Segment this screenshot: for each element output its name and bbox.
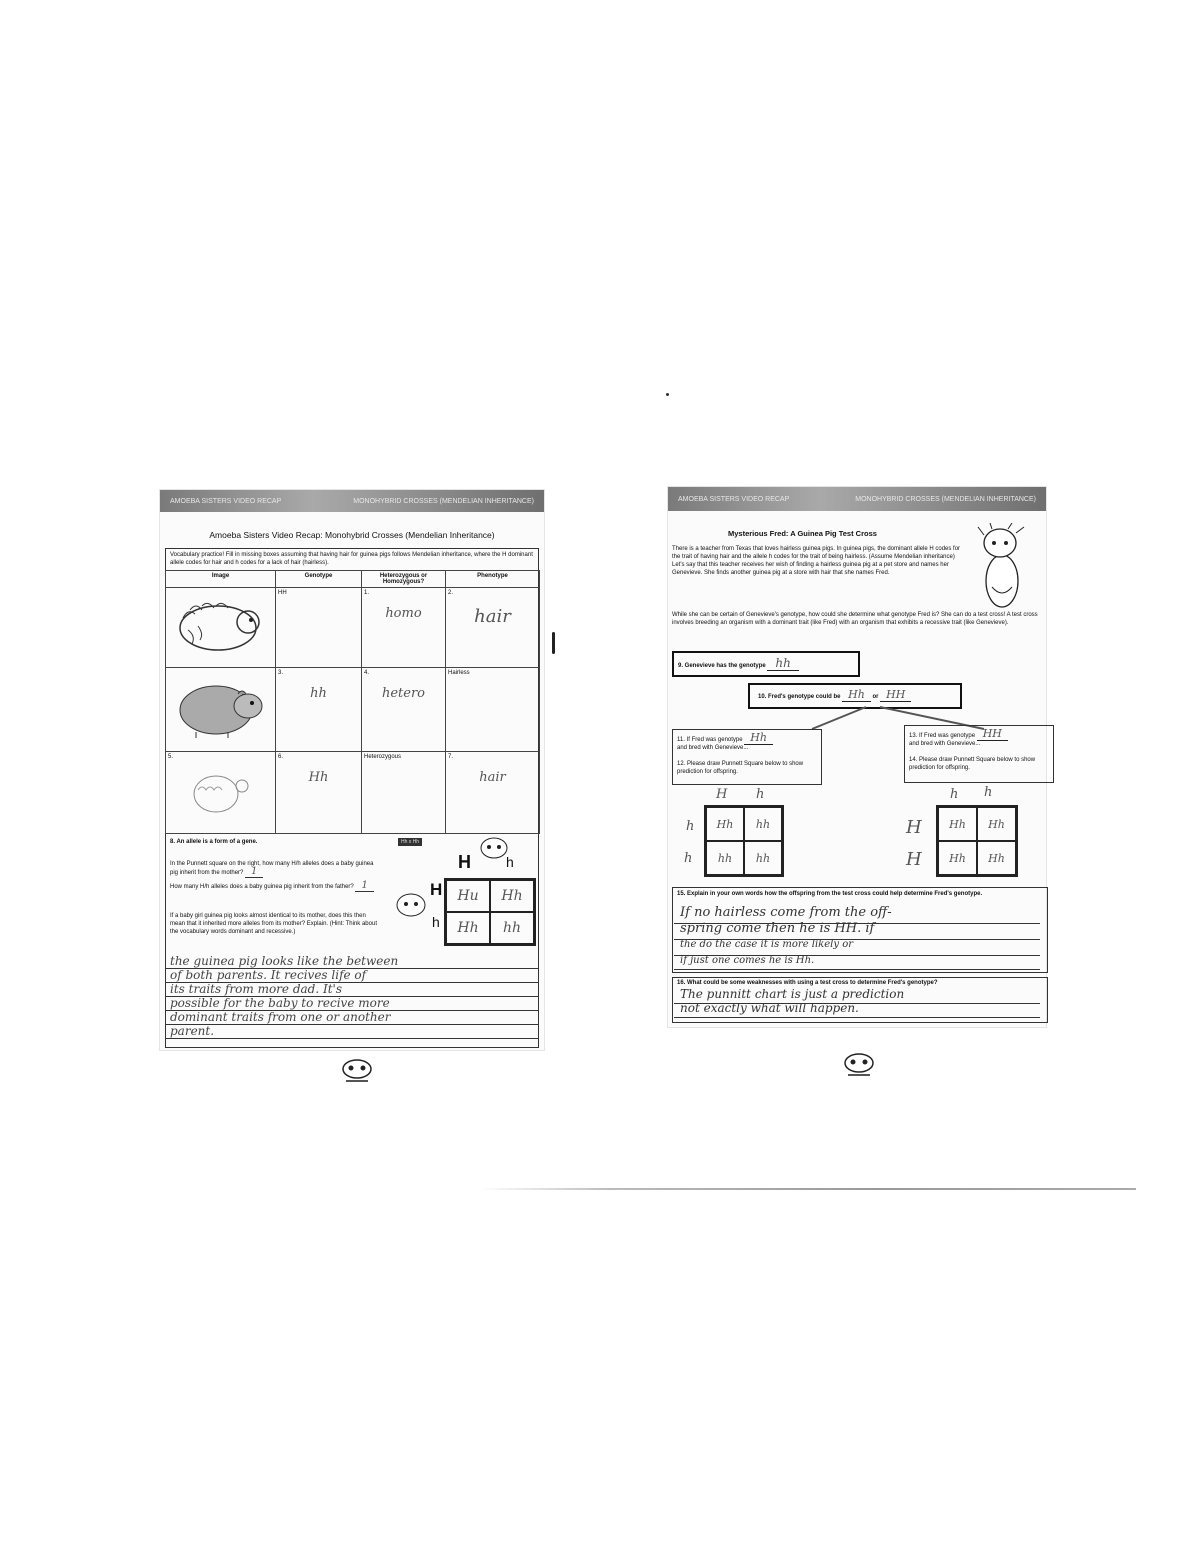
scan-edge-line — [480, 1188, 1136, 1190]
guinea-pig-fred-icon — [974, 523, 1034, 613]
punnett-cell[interactable]: Hh — [977, 841, 1016, 875]
question-10-or: or — [872, 694, 879, 700]
guinea-pig-hairy-image-cell — [166, 588, 276, 668]
question-13-text: 13. If Fred was genotype — [909, 733, 976, 739]
answer-mother-handwritten[interactable]: 1 — [245, 866, 263, 878]
answer-line: its traits from more dad. It's — [170, 982, 342, 996]
answer-rule — [166, 1038, 538, 1039]
right-banner-left: AMOEBA SISTERS VIDEO RECAP — [678, 495, 790, 503]
answer-7-handwritten: hair — [479, 770, 506, 785]
question-number-6: 6. — [278, 754, 284, 760]
explain-answer-handwritten[interactable] — [170, 954, 538, 1038]
punnett-cell[interactable]: Hh — [446, 912, 490, 944]
punnett-cell[interactable]: hh — [706, 841, 744, 875]
vocab-header-row — [166, 571, 540, 588]
genotype-cell-2[interactable] — [276, 668, 362, 752]
punnett-cell[interactable]: Hu — [446, 880, 490, 912]
cross-badge: Hh x Hh — [398, 838, 422, 846]
right-page-banner — [668, 487, 1046, 511]
punnett-square-hh-cross — [704, 805, 784, 877]
vocab-table — [165, 570, 540, 834]
answer-line: the guinea pig looks like the between — [170, 954, 399, 968]
answer-6-handwritten: Hh — [308, 770, 329, 785]
question-explain: If a baby girl guinea pig looks almost identical to its mother, does this then mean that it inherited more alleles from its mother? Explain. (Hint: Think about the vocabulary words dominant and recessive.) — [170, 913, 377, 935]
punnett-cell[interactable]: hh — [744, 807, 782, 841]
punnett-cell[interactable]: hh — [744, 841, 782, 875]
question-10 — [758, 688, 911, 701]
header-image: Image — [166, 571, 276, 588]
header-phenotype: Phenotype — [446, 571, 540, 588]
scan-dot — [666, 393, 669, 396]
genotype-cell-1 — [276, 588, 362, 668]
question-13-continued: and bred with Genevieve... — [909, 741, 981, 747]
punnett-side-allele-1: H — [430, 880, 443, 899]
answer-16-handwritten[interactable] — [680, 987, 1040, 1015]
answer-father-handwritten[interactable]: 1 — [355, 880, 373, 892]
phenotype-given-2: Hairless — [448, 670, 470, 676]
zygosity-given-3: Heterozygous — [364, 754, 402, 760]
right-page-title: Mysterious Fred: A Guinea Pig Test Cross — [728, 529, 877, 538]
zygosity-cell-1[interactable] — [362, 588, 446, 668]
genotype-given-1: HH — [278, 590, 287, 596]
question-number-5: 5. — [168, 754, 174, 760]
answer-line: possible for the baby to recive more — [170, 996, 390, 1010]
question-11-text: 11. If Fred was genotype — [677, 737, 743, 743]
answer-3-handwritten: hh — [310, 686, 327, 701]
p1-side-allele-2: h — [684, 851, 693, 866]
left-banner-right: MONOHYBRID CROSSES (MENDELIAN INHERITANCE) — [353, 497, 534, 505]
p1-side-allele-1: h — [686, 819, 695, 834]
question-number-4: 4. — [364, 670, 370, 676]
table-row — [166, 668, 540, 752]
question-16: 16. What could be some weaknesses with using a test cross to determine Fred's genotype? — [677, 980, 938, 986]
question-12: 12. Please draw Punnett Square below to show prediction for offspring. — [677, 761, 804, 775]
question-father — [170, 882, 380, 891]
punnett-cell[interactable]: Hh — [490, 880, 534, 912]
right-worksheet-page — [668, 487, 1046, 1027]
question-13 — [909, 727, 1049, 772]
punnett-square-HH-cross — [936, 805, 1018, 877]
phenotype-cell-3[interactable] — [446, 752, 540, 834]
answer-rule — [674, 1017, 1040, 1018]
punnett-cell[interactable]: Hh — [938, 841, 977, 875]
answer-line: dominant traits from one or another — [170, 1010, 391, 1024]
p2-side-allele-1: H — [906, 817, 922, 838]
sketched-guinea-pig-icon — [168, 760, 268, 822]
p2-top-allele-1: h — [950, 787, 959, 802]
guinea-pig-side-icon — [394, 892, 428, 918]
answer-line: the do the case it is more likely or — [680, 939, 853, 950]
left-worksheet-page — [160, 490, 544, 1050]
answer-line: If no hairless come from the off- — [680, 905, 892, 920]
hairless-guinea-pig-icon — [168, 670, 268, 742]
punnett-side-allele-2: h — [432, 914, 440, 930]
punnett-top-allele-1: H — [458, 852, 471, 872]
right-banner-right: MONOHYBRID CROSSES (MENDELIAN INHERITANCE) — [855, 495, 1036, 503]
punnett-cell[interactable]: Hh — [977, 807, 1016, 841]
question-11-continued: and bred with Genevieve... — [677, 745, 749, 751]
answer-1-handwritten: homo — [385, 606, 422, 621]
question-9-text: 9. Genevieve has the genotype — [678, 663, 766, 669]
punnett-cell[interactable]: Hh — [706, 807, 744, 841]
table-row — [166, 752, 540, 834]
answer-line: spring come then he is HH. if — [680, 921, 875, 936]
amoeba-sisters-logo-icon — [842, 1052, 876, 1078]
header-genotype: Genotype — [276, 571, 362, 588]
question-father-text: How many H/h alleles does a baby guinea pig inherit from the father? — [170, 884, 354, 890]
guinea-pig-hairless-image-cell — [166, 668, 276, 752]
amoeba-sisters-logo-icon — [340, 1058, 374, 1084]
answer-15-handwritten[interactable] — [680, 905, 1040, 969]
answer-13-handwritten[interactable]: HH — [977, 727, 1008, 741]
answer-rule — [674, 969, 1040, 970]
scan-mark — [552, 632, 555, 654]
answer-line: of both parents. It recives life of — [170, 968, 367, 982]
question-15: 15. Explain in your own words how the offspring from the test cross could help determine Fred's genotype. — [677, 891, 983, 897]
genotype-cell-3[interactable] — [276, 752, 362, 834]
answer-10a-handwritten[interactable]: Hh — [842, 688, 871, 702]
header-zygosity: Heterozygous or Homozygous? — [362, 571, 446, 588]
question-mother-text: In the Punnett square on the right, how many H/h alleles does a baby guinea pig inherit from the mother? — [170, 861, 374, 876]
answer-9-handwritten[interactable]: hh — [767, 656, 798, 671]
question-number-7: 7. — [448, 754, 454, 760]
answer-11-handwritten[interactable]: Hh — [744, 731, 773, 745]
intro-paragraph-2: While she can be certain of Genevieve's genotype, how could she determine what genotype Fred is? She can do a test cross! A test cross involves breeding an organism with a dominant trait (like Fred) with an organism that exhibits a recessive trait (like Genevieve). — [672, 612, 1038, 626]
answer-10b-handwritten[interactable]: HH — [880, 688, 911, 702]
vocab-intro: Vocabulary practice! Fill in missing boxes assuming that having hair for guinea pigs follows Mendelian inheritance, where the H dominant allele codes for hair and h codes for a lack of hair (hairless). — [170, 552, 533, 566]
p1-top-allele-2: h — [756, 787, 765, 802]
question-number-2: 2. — [448, 590, 454, 596]
table-row — [166, 588, 540, 668]
zygosity-cell-2[interactable] — [362, 668, 446, 752]
guinea-pig-sketch-image-cell[interactable] — [166, 752, 276, 834]
answer-line: not exactly what will happen. — [680, 1001, 859, 1015]
question-mother — [170, 860, 380, 877]
question-8: 8. An allele is a form of a gene. — [170, 839, 258, 845]
left-banner-left: AMOEBA SISTERS VIDEO RECAP — [170, 497, 282, 505]
answer-line: The punnitt chart is just a prediction — [680, 987, 905, 1001]
left-page-banner — [160, 490, 544, 512]
punnett-top-allele-2: h — [506, 854, 514, 870]
intro-paragraph-1: There is a teacher from Texas that loves hairless guinea pigs. In guinea pigs, the dominant allele H codes for the trait of having hair and the allele h codes for the trait of being hairless. (Assume Mendelian inheritance) Let's say that this teacher receives her wish of finding a hairless guinea pig at a pet store and names her Genevieve. She finds another guinea pig at a store with hair that she names Fred. — [672, 546, 961, 576]
question-9 — [678, 656, 799, 670]
p2-top-allele-2: h — [984, 785, 993, 800]
phenotype-cell-2 — [446, 668, 540, 752]
p1-top-allele-1: H — [716, 787, 728, 802]
left-page-title: Amoeba Sisters Video Recap: Monohybrid Crosses (Mendelian Inheritance) — [209, 530, 495, 540]
question-10-text: 10. Fred's genotype could be — [758, 694, 841, 700]
p2-side-allele-2: H — [906, 849, 922, 870]
question-number-3: 3. — [278, 670, 284, 676]
punnett-cell[interactable]: hh — [490, 912, 534, 944]
question-14: 14. Please draw Punnett Square below to show prediction for offspring. — [909, 757, 1036, 771]
answer-line: parent. — [170, 1024, 215, 1038]
answer-line: if just one comes he is Hh. — [680, 955, 815, 966]
guinea-pig-face-icon — [478, 835, 510, 859]
zygosity-cell-3 — [362, 752, 446, 834]
answer-4-handwritten: hetero — [381, 686, 426, 701]
answer-2-handwritten: hair — [474, 606, 511, 627]
hairy-guinea-pig-icon — [168, 590, 268, 660]
left-punnett-square — [444, 878, 536, 946]
question-number-1: 1. — [364, 590, 370, 596]
question-11 — [677, 731, 817, 776]
phenotype-cell-1[interactable] — [446, 588, 540, 668]
punnett-cell[interactable]: Hh — [938, 807, 977, 841]
